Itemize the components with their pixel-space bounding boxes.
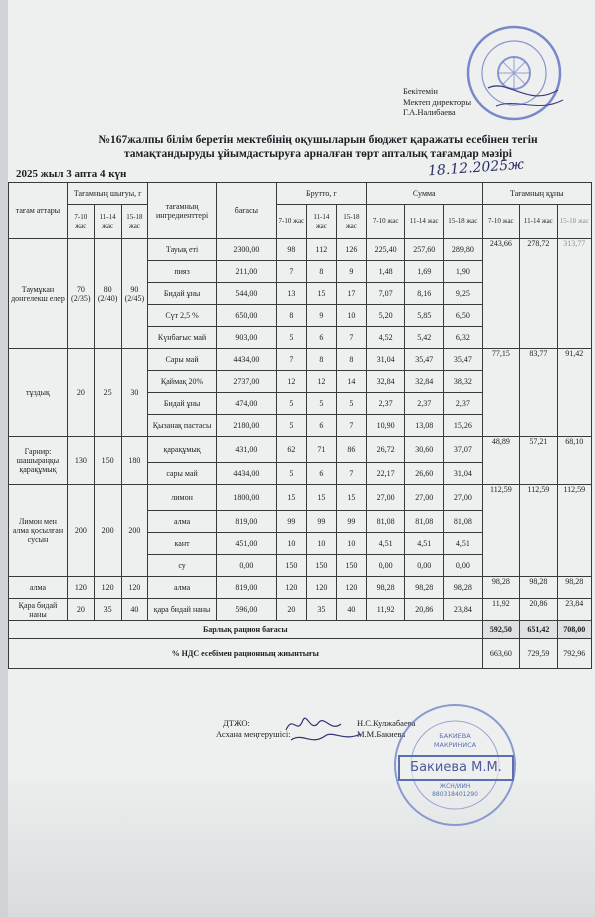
sum-cell: 23,84 — [444, 599, 483, 621]
brutto-cell: 15 — [276, 485, 306, 511]
stamp-name: Бакиева М.М. — [398, 755, 514, 781]
sum-cell: 81,08 — [366, 511, 405, 533]
brutto-cell: 35 — [306, 599, 336, 621]
brutto-cell: 120 — [336, 577, 366, 599]
approval-block — [403, 86, 471, 118]
ingredient-name: Сары май — [148, 349, 217, 371]
total-value: 592,50 — [482, 621, 520, 639]
cost-cell: 48,89 — [482, 437, 520, 485]
brutto-cell: 99 — [276, 511, 306, 533]
menu-table — [8, 182, 592, 669]
brutto-cell: 5 — [276, 415, 306, 437]
yield-cell: 150 — [94, 437, 121, 485]
stamp-line: 880318401290 — [432, 791, 478, 798]
ingredient-name: Тауық еті — [148, 239, 217, 261]
cost-cell: 23,84 — [557, 599, 591, 621]
sum-cell: 81,08 — [405, 511, 444, 533]
header-age: 11-14 жас — [94, 205, 121, 239]
brutto-cell: 9 — [336, 261, 366, 283]
brutto-cell: 10 — [336, 305, 366, 327]
brutto-cell: 6 — [306, 415, 336, 437]
document-sheet — [8, 0, 595, 917]
header-cost: Тағамның құны — [482, 183, 591, 205]
total-value: 708,00 — [557, 621, 591, 639]
sum-cell: 37,07 — [444, 437, 483, 463]
price-cell: 2180,00 — [216, 415, 276, 437]
cost-cell: 98,28 — [557, 577, 591, 599]
price-cell: 431,00 — [216, 437, 276, 463]
cost-cell: 243,66 — [482, 239, 520, 349]
header-age: 15-18 жас — [336, 205, 366, 239]
signature-role: Асхана меңгерушісі: — [216, 729, 291, 739]
header-age: 11-14 жас — [306, 205, 336, 239]
yield-cell: 120 — [121, 577, 148, 599]
brutto-cell: 7 — [276, 349, 306, 371]
yield-cell: 120 — [94, 577, 121, 599]
brutto-cell: 5 — [336, 393, 366, 415]
cost-cell: 313,77 — [557, 239, 591, 349]
sum-cell: 1,90 — [444, 261, 483, 283]
brutto-cell: 71 — [306, 437, 336, 463]
sum-cell: 0,00 — [366, 555, 405, 577]
yield-cell: 40 — [121, 599, 148, 621]
sum-cell: 0,00 — [405, 555, 444, 577]
header-age: 7-10 жас — [276, 205, 306, 239]
cost-cell: 57,21 — [520, 437, 558, 485]
sum-cell: 289,80 — [444, 239, 483, 261]
yield-cell: 20 — [67, 349, 94, 437]
sum-cell: 35,47 — [405, 349, 444, 371]
yield-cell: 30 — [121, 349, 148, 437]
sum-cell: 2,37 — [366, 393, 405, 415]
brutto-cell: 40 — [336, 599, 366, 621]
brutto-cell: 5 — [276, 327, 306, 349]
price-cell: 2737,00 — [216, 371, 276, 393]
table-row — [9, 599, 592, 621]
sum-cell: 32,84 — [405, 371, 444, 393]
sum-cell: 98,28 — [444, 577, 483, 599]
ingredient-name: қарақұмық — [148, 437, 217, 463]
brutto-cell: 86 — [336, 437, 366, 463]
price-cell: 4434,00 — [216, 349, 276, 371]
sum-cell: 1,69 — [405, 261, 444, 283]
yield-cell: 120 — [67, 577, 94, 599]
sum-cell: 2,37 — [405, 393, 444, 415]
brutto-cell: 13 — [276, 283, 306, 305]
price-cell: 819,00 — [216, 511, 276, 533]
document-title: №167жалпы білім беретін мектебінің оқушыларын бюджет қаражаты есебінен тегін тамақтандыруды ұйымдастыруға арналған төрт апталық тағамдар мәзірі — [98, 134, 538, 160]
price-cell: 211,00 — [216, 261, 276, 283]
sum-cell: 4,51 — [405, 533, 444, 555]
cost-cell: 112,59 — [482, 485, 520, 577]
brutto-cell: 6 — [306, 463, 336, 485]
sum-cell: 81,08 — [444, 511, 483, 533]
price-cell: 596,00 — [216, 599, 276, 621]
sum-cell: 13,08 — [405, 415, 444, 437]
sum-cell: 31,04 — [444, 463, 483, 485]
sum-cell: 6,32 — [444, 327, 483, 349]
cost-cell: 77,15 — [482, 349, 520, 437]
yield-cell: 70 (2/35) — [67, 239, 94, 349]
header-age: 11-14 жас — [520, 205, 558, 239]
price-cell: 903,00 — [216, 327, 276, 349]
header-age: 11-14 жас — [405, 205, 444, 239]
brutto-cell: 12 — [276, 371, 306, 393]
brutto-cell: 9 — [306, 305, 336, 327]
brutto-cell: 6 — [306, 327, 336, 349]
ingredient-name: кант — [148, 533, 217, 555]
cost-cell: 83,77 — [520, 349, 558, 437]
ingredient-name: Қызанақ пастасы — [148, 415, 217, 437]
brutto-cell: 126 — [336, 239, 366, 261]
sum-cell: 98,28 — [366, 577, 405, 599]
sum-cell: 22,17 — [366, 463, 405, 485]
price-cell: 819,00 — [216, 577, 276, 599]
price-cell: 451,00 — [216, 533, 276, 555]
sum-cell: 5,42 — [405, 327, 444, 349]
brutto-cell: 150 — [276, 555, 306, 577]
cost-cell: 98,28 — [520, 577, 558, 599]
stamp-line: МАКРИНИСА — [433, 741, 477, 749]
sum-cell: 1,48 — [366, 261, 405, 283]
sum-cell: 4,51 — [444, 533, 483, 555]
sum-cell: 26,60 — [405, 463, 444, 485]
vat-label: % НДС есебімен рационның жиынтығы — [9, 639, 483, 669]
brutto-cell: 7 — [276, 261, 306, 283]
sum-cell: 4,51 — [366, 533, 405, 555]
sum-cell: 2,37 — [444, 393, 483, 415]
header-age: 15-18 жас — [557, 205, 591, 239]
ingredient-name: сары май — [148, 463, 217, 485]
yield-cell: 90 (2/45) — [121, 239, 148, 349]
brutto-cell: 5 — [276, 463, 306, 485]
date-line: 2025 жыл 3 апта 4 күн — [16, 168, 127, 180]
approval-line: Мектеп директоры — [403, 96, 472, 107]
brutto-cell: 7 — [336, 415, 366, 437]
brutto-cell: 15 — [336, 485, 366, 511]
stamp-line: ЖСН/ИИН — [439, 783, 471, 790]
approval-line: Бекітемін — [403, 86, 438, 96]
ingredient-name: лимон — [148, 485, 217, 511]
brutto-cell: 99 — [336, 511, 366, 533]
ingredient-name: Бидай ұны — [148, 283, 217, 305]
sum-cell: 32,84 — [366, 371, 405, 393]
brutto-cell: 15 — [306, 485, 336, 511]
handwritten-signature-icon — [281, 712, 371, 746]
sum-cell: 38,32 — [444, 371, 483, 393]
cost-cell: 68,10 — [557, 437, 591, 485]
header-age: 7-10 жас — [482, 205, 520, 239]
sum-cell: 11,92 — [366, 599, 405, 621]
cost-cell: 112,59 — [557, 485, 591, 577]
header-yield: Тағамның шығуы, г — [67, 183, 147, 205]
yield-cell: 25 — [94, 349, 121, 437]
header-age: 15-18 жас — [121, 205, 148, 239]
sum-cell: 15,26 — [444, 415, 483, 437]
table-row — [9, 239, 592, 261]
brutto-cell: 15 — [306, 283, 336, 305]
brutto-cell: 8 — [276, 305, 306, 327]
sum-cell: 26,72 — [366, 437, 405, 463]
dish-name: Гарнир: шашыраңқы қарақұмық — [9, 437, 68, 485]
sum-cell: 4,52 — [366, 327, 405, 349]
price-cell: 1800,00 — [216, 485, 276, 511]
header-brutto: Брутто, г — [276, 183, 366, 205]
price-cell: 474,00 — [216, 393, 276, 415]
brutto-cell: 7 — [336, 327, 366, 349]
vat-value: 792,96 — [557, 639, 591, 669]
sum-cell: 35,47 — [444, 349, 483, 371]
vat-value: 729,59 — [520, 639, 558, 669]
table-row — [9, 437, 592, 463]
yield-cell: 200 — [94, 485, 121, 577]
sum-cell: 5,20 — [366, 305, 405, 327]
ingredient-name: қара бидай наны — [148, 599, 217, 621]
header-price: бағасы — [216, 183, 276, 239]
brutto-cell: 10 — [336, 533, 366, 555]
header-sum: Сумма — [366, 183, 482, 205]
total-value: 651,42 — [520, 621, 558, 639]
sum-cell: 6,50 — [444, 305, 483, 327]
brutto-cell: 10 — [306, 533, 336, 555]
brutto-cell: 120 — [276, 577, 306, 599]
dish-name: Таумұкан донгелекш елер — [9, 239, 68, 349]
brutto-cell: 17 — [336, 283, 366, 305]
brutto-cell: 5 — [276, 393, 306, 415]
yield-cell: 35 — [94, 599, 121, 621]
sum-cell: 20,86 — [405, 599, 444, 621]
brutto-cell: 8 — [306, 349, 336, 371]
table-row — [9, 577, 592, 599]
signature-name: Н.С.Кулжабаева — [357, 718, 416, 728]
ingredient-name: Бидай ұны — [148, 393, 217, 415]
price-cell: 4434,00 — [216, 463, 276, 485]
sum-cell: 98,28 — [405, 577, 444, 599]
header-age: 15-18 жас — [444, 205, 483, 239]
yield-cell: 130 — [67, 437, 94, 485]
dish-name: алма — [9, 577, 68, 599]
dish-name: тұздық — [9, 349, 68, 437]
table-row — [9, 485, 592, 511]
header-ingredient: тағамның ингредиенттері — [148, 183, 217, 239]
dish-name: Лимон мен алма қосылған сусын — [9, 485, 68, 577]
sum-cell: 8,16 — [405, 283, 444, 305]
sum-cell: 225,40 — [366, 239, 405, 261]
sum-cell: 10,90 — [366, 415, 405, 437]
sum-cell: 0,00 — [444, 555, 483, 577]
brutto-cell: 112 — [306, 239, 336, 261]
brutto-cell: 14 — [336, 371, 366, 393]
cost-cell: 20,86 — [520, 599, 558, 621]
ingredient-name: Сүт 2,5 % — [148, 305, 217, 327]
sum-cell: 27,00 — [405, 485, 444, 511]
header-age: 7-10 жас — [366, 205, 405, 239]
brutto-cell: 5 — [306, 393, 336, 415]
table-row — [9, 349, 592, 371]
menu-body — [9, 239, 592, 621]
ingredient-name: пияз — [148, 261, 217, 283]
sum-cell: 7,07 — [366, 283, 405, 305]
total-label: Барлық рацион бағасы — [9, 621, 483, 639]
brutto-cell: 150 — [306, 555, 336, 577]
brutto-cell: 8 — [306, 261, 336, 283]
cost-cell: 91,42 — [557, 349, 591, 437]
cost-cell: 112,59 — [520, 485, 558, 577]
brutto-cell: 7 — [336, 463, 366, 485]
brutto-cell: 10 — [276, 533, 306, 555]
yield-cell: 180 — [121, 437, 148, 485]
sum-cell: 5,85 — [405, 305, 444, 327]
sum-cell: 257,60 — [405, 239, 444, 261]
brutto-cell: 8 — [336, 349, 366, 371]
stamp-line: БАКИЕВА — [439, 732, 471, 740]
price-cell: 0,00 — [216, 555, 276, 577]
header-age: 7-10 жас — [67, 205, 94, 239]
dish-name: Қара бидай наны — [9, 599, 68, 621]
ingredient-name: Күнбағыс май — [148, 327, 217, 349]
brutto-cell: 20 — [276, 599, 306, 621]
header-dish: тағам аттары — [9, 183, 68, 239]
brutto-cell: 62 — [276, 437, 306, 463]
cost-cell: 98,28 — [482, 577, 520, 599]
brutto-cell: 99 — [306, 511, 336, 533]
ingredient-name: алма — [148, 577, 217, 599]
sum-cell: 31,04 — [366, 349, 405, 371]
brutto-cell: 12 — [306, 371, 336, 393]
vat-value: 663,60 — [482, 639, 520, 669]
ingredient-name: алма — [148, 511, 217, 533]
brutto-cell: 120 — [306, 577, 336, 599]
brutto-cell: 98 — [276, 239, 306, 261]
yield-cell: 200 — [121, 485, 148, 577]
yield-cell: 80 (2/40) — [94, 239, 121, 349]
price-cell: 2300,00 — [216, 239, 276, 261]
approval-line: Г.А.Налибаева — [403, 107, 456, 117]
signature-name: М.М.Бакиева — [357, 729, 406, 739]
handwritten-date: 18.12.2025ж — [427, 156, 525, 180]
brutto-cell: 150 — [336, 555, 366, 577]
cost-cell: 278,72 — [520, 239, 558, 349]
cost-cell: 11,92 — [482, 599, 520, 621]
yield-cell: 20 — [67, 599, 94, 621]
sum-cell: 9,25 — [444, 283, 483, 305]
ingredient-name: су — [148, 555, 217, 577]
yield-cell: 200 — [67, 485, 94, 577]
price-cell: 650,00 — [216, 305, 276, 327]
signature-role: ДТЖО: — [223, 718, 250, 728]
price-cell: 544,00 — [216, 283, 276, 305]
sum-cell: 27,00 — [366, 485, 405, 511]
sum-cell: 30,60 — [405, 437, 444, 463]
sum-cell: 27,00 — [444, 485, 483, 511]
ingredient-name: Қаймақ 20% — [148, 371, 217, 393]
